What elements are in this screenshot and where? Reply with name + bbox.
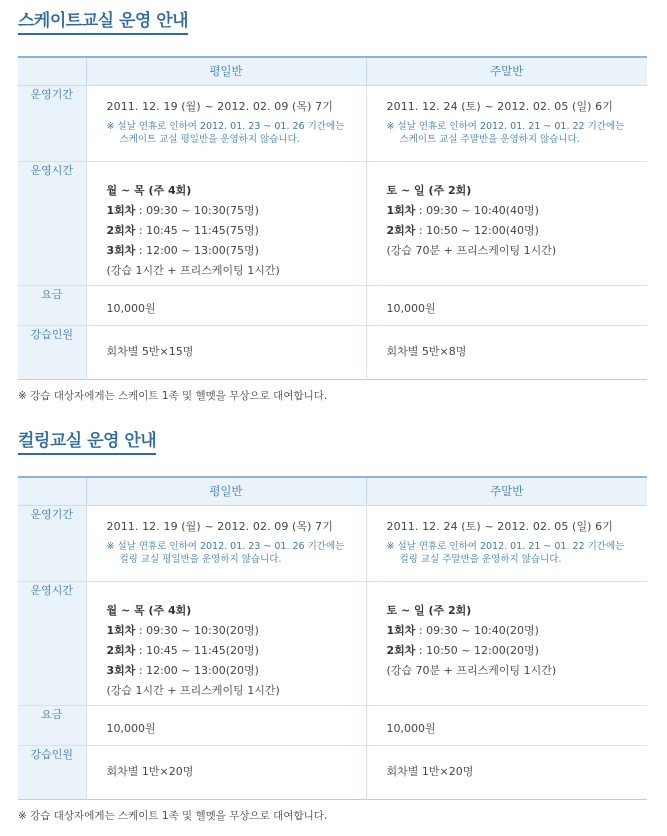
session-time: : 09:30 ~ 10:30(75명) bbox=[135, 203, 259, 217]
weekday-extra: (강습 1시간 + 프리스케이팅 1시간) bbox=[106, 683, 280, 697]
rental-footnote: ※ 강습 대상자에게는 스케이트 1족 및 헬멧을 무상으로 대여합니다. bbox=[18, 810, 328, 822]
session-line bbox=[107, 641, 366, 661]
fee-row bbox=[18, 285, 647, 325]
period-row bbox=[18, 85, 647, 161]
session-name: 2회차 bbox=[106, 223, 136, 237]
fee-label: 요금 bbox=[18, 705, 86, 745]
weekday-period-note bbox=[107, 120, 366, 146]
session-name: 2회차 bbox=[106, 643, 136, 657]
session-name: 2회차 bbox=[386, 643, 416, 657]
weekend-period-note bbox=[387, 540, 648, 566]
weekday-period: 2011. 12. 19 (월) ~ 2012. 02. 09 (목) 7기 bbox=[106, 99, 333, 113]
section-title: 컬링교실 운영 안내 bbox=[18, 430, 156, 455]
session-line bbox=[387, 221, 648, 241]
weekend-extra: (강습 70분 + 프리스케이팅 1시간) bbox=[386, 243, 557, 257]
skate-schedule-table bbox=[18, 56, 647, 380]
session-line bbox=[107, 621, 366, 641]
header-weekday: 평일반 bbox=[86, 57, 366, 85]
weekend-period: 2011. 12. 24 (토) ~ 2012. 02. 05 (일) 6기 bbox=[386, 519, 613, 533]
weekend-period: 2011. 12. 24 (토) ~ 2012. 02. 05 (일) 6기 bbox=[386, 99, 613, 113]
time-row bbox=[18, 161, 647, 285]
weekday-time-cell bbox=[86, 161, 366, 285]
weekend-note-line2: 스케이트 교실 주말반을 운영하지 않습니다. bbox=[399, 133, 580, 145]
session-line bbox=[107, 661, 366, 681]
weekday-note-line2: 스케이트 교실 평일반을 운영하지 않습니다. bbox=[119, 133, 300, 145]
header-weekend: 주말반 bbox=[366, 57, 647, 85]
weekday-extra: (강습 1시간 + 프리스케이팅 1시간) bbox=[106, 263, 280, 277]
weekday-period-note bbox=[107, 540, 366, 566]
session-name: 1회차 bbox=[386, 203, 416, 217]
count-label: 강습인원 bbox=[18, 745, 86, 799]
weekday-days: 월 ~ 목 (주 4회) bbox=[106, 603, 192, 617]
count-row bbox=[18, 745, 647, 799]
curling-schedule-table bbox=[18, 476, 647, 800]
weekend-time-cell bbox=[366, 581, 647, 705]
weekend-days: 토 ~ 일 (주 2회) bbox=[386, 603, 472, 617]
session-time: : 09:30 ~ 10:40(20명) bbox=[415, 623, 539, 637]
weekend-time-cell bbox=[366, 161, 647, 285]
session-line bbox=[107, 241, 366, 261]
weekday-period-cell bbox=[86, 85, 366, 161]
header-blank bbox=[18, 57, 86, 85]
session-time: : 09:30 ~ 10:40(40명) bbox=[415, 203, 539, 217]
period-label: 운영기간 bbox=[18, 505, 86, 581]
section-title: 스케이트교실 운영 안내 bbox=[18, 10, 188, 35]
time-label: 운영시간 bbox=[18, 581, 86, 705]
weekday-period-cell bbox=[86, 505, 366, 581]
session-time: : 10:50 ~ 12:00(40명) bbox=[415, 223, 539, 237]
count-row bbox=[18, 325, 647, 379]
weekday-note-line1: ※ 설날 연휴로 인하여 2012. 01. 23 ~ 01. 26 기간에는 bbox=[106, 120, 345, 132]
weekday-count: 회차별 1반×20명 bbox=[86, 745, 366, 799]
weekday-fee: 10,000원 bbox=[86, 705, 366, 745]
header-weekday: 평일반 bbox=[86, 477, 366, 505]
session-line bbox=[107, 201, 366, 221]
session-time: : 10:45 ~ 11:45(20명) bbox=[135, 643, 259, 657]
session-name: 3회차 bbox=[106, 663, 136, 677]
period-label: 운영기간 bbox=[18, 85, 86, 161]
weekend-note-line1: ※ 설날 연휴로 인하여 2012. 01. 21 ~ 01. 22 기간에는 bbox=[386, 540, 625, 552]
table-header-row bbox=[18, 57, 647, 85]
session-time: : 10:45 ~ 11:45(75명) bbox=[135, 223, 259, 237]
session-line bbox=[107, 221, 366, 241]
session-line bbox=[387, 201, 648, 221]
weekday-note-line1: ※ 설날 연휴로 인하여 2012. 01. 23 ~ 01. 26 기간에는 bbox=[106, 540, 345, 552]
session-name: 1회차 bbox=[386, 623, 416, 637]
count-label: 강습인원 bbox=[18, 325, 86, 379]
time-row bbox=[18, 581, 647, 705]
weekend-period-cell bbox=[366, 85, 647, 161]
weekday-fee: 10,000원 bbox=[86, 285, 366, 325]
weekday-note-line2: 컬링 교실 평일반을 운영하지 않습니다. bbox=[119, 553, 282, 565]
fee-label: 요금 bbox=[18, 285, 86, 325]
header-blank bbox=[18, 477, 86, 505]
session-time: : 12:00 ~ 13:00(75명) bbox=[135, 243, 259, 257]
weekend-fee: 10,000원 bbox=[366, 705, 647, 745]
weekend-fee: 10,000원 bbox=[366, 285, 647, 325]
session-name: 1회차 bbox=[106, 623, 136, 637]
session-line bbox=[387, 621, 648, 641]
weekday-days: 월 ~ 목 (주 4회) bbox=[106, 183, 192, 197]
fee-row bbox=[18, 705, 647, 745]
weekend-count: 회차별 1반×20명 bbox=[366, 745, 647, 799]
rental-footnote: ※ 강습 대상자에게는 스케이트 1족 및 헬멧을 무상으로 대여합니다. bbox=[18, 390, 328, 402]
weekday-count: 회차별 5반×15명 bbox=[86, 325, 366, 379]
weekend-days: 토 ~ 일 (주 2회) bbox=[386, 183, 472, 197]
session-time: : 10:50 ~ 12:00(20명) bbox=[415, 643, 539, 657]
curling-class-section bbox=[18, 430, 647, 822]
table-header-row bbox=[18, 477, 647, 505]
header-weekend: 주말반 bbox=[366, 477, 647, 505]
weekend-note-line1: ※ 설날 연휴로 인하여 2012. 01. 21 ~ 01. 22 기간에는 bbox=[386, 120, 625, 132]
weekend-note-line2: 컬링 교실 주말반을 운영하지 않습니다. bbox=[399, 553, 562, 565]
weekend-extra: (강습 70분 + 프리스케이팅 1시간) bbox=[386, 663, 557, 677]
session-name: 2회차 bbox=[386, 223, 416, 237]
session-line bbox=[387, 641, 648, 661]
weekday-period: 2011. 12. 19 (월) ~ 2012. 02. 09 (목) 7기 bbox=[106, 519, 333, 533]
weekday-time-cell bbox=[86, 581, 366, 705]
weekend-period-note bbox=[387, 120, 648, 146]
time-label: 운영시간 bbox=[18, 161, 86, 285]
weekend-period-cell bbox=[366, 505, 647, 581]
skate-class-section bbox=[18, 10, 647, 402]
session-name: 1회차 bbox=[106, 203, 136, 217]
session-time: : 12:00 ~ 13:00(20명) bbox=[135, 663, 259, 677]
weekend-count: 회차별 5반×8명 bbox=[366, 325, 647, 379]
session-time: : 09:30 ~ 10:30(20명) bbox=[135, 623, 259, 637]
period-row bbox=[18, 505, 647, 581]
session-name: 3회차 bbox=[106, 243, 136, 257]
